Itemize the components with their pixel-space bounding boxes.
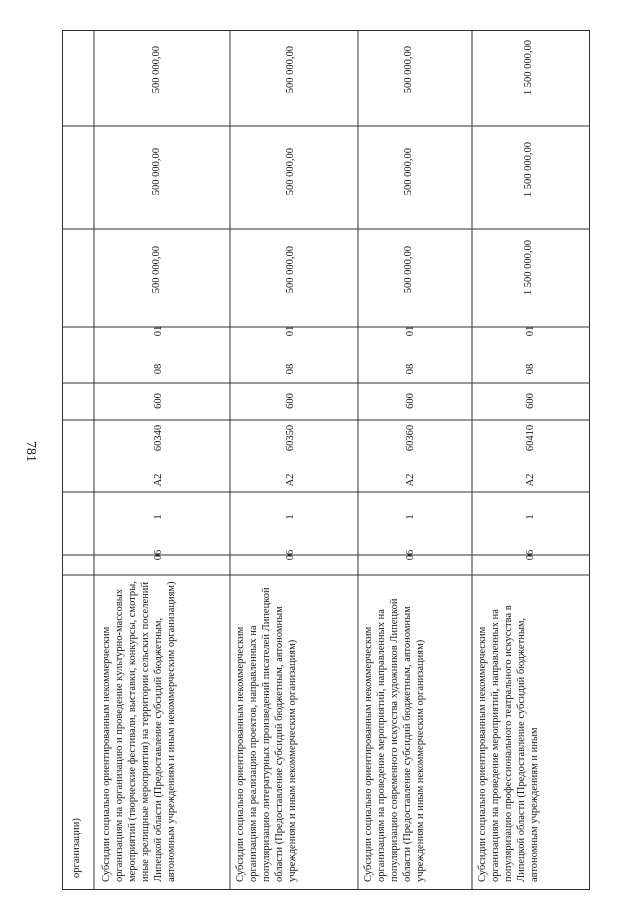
table-row-3-amount-3: 500 000,00 — [403, 46, 414, 94]
table-row-1-ministry: 06 — [153, 549, 164, 561]
table-row-1-section: 08 — [153, 363, 164, 375]
table-row-1-amount-1: 500 000,00 — [151, 246, 162, 294]
table-row-2-amount-1: 500 000,00 — [285, 246, 296, 294]
table-row-3-target-article: 60360 — [405, 424, 416, 452]
table-row-4-section: 08 — [525, 363, 536, 375]
table-row-2-target-article: 60350 — [285, 424, 296, 452]
table-row-4-amount-1: 1 500 000,00 — [523, 240, 534, 296]
table-row-1-target-article: 60340 — [153, 424, 164, 452]
budget-table — [62, 30, 590, 890]
table-row-1-subsection: 01 — [153, 325, 164, 337]
table-row-4-expense-type: 600 — [525, 393, 536, 409]
table-row-2-subprogram: A2 — [285, 473, 296, 487]
table-row-3-description: Субсидии социально ориентированным некоммерческим организациям на проведение мероприятий, направленных на популяризацию современного искусства художников Липецкой области (Предоставление субсидий бюджетным, автономным учреждениям и иным некоммерческим организациям) — [363, 598, 426, 882]
table-row-1-description: Субсидии социально ориентированным некоммерческим организациям на организацию и проведение культурно-массовых мероприятий (творческие фестивали, выставки, конкурсы, смотры, иные зрелищные мероприятия) на территории сельских поселений Липецкой области (Предоставление субсидий бюджетным, автономным учреждениям и иным некоммерческим организациям) — [101, 581, 177, 882]
table-row-1-expense-type: 600 — [153, 393, 164, 409]
table-row-3-ministry: 06 — [405, 549, 416, 561]
table-row-3-program: 1 — [405, 514, 416, 520]
table-row-3-subsection: 01 — [405, 325, 416, 337]
table-row-0-description: организации) — [71, 818, 82, 878]
table-row-4-amount-2: 1 500 000,00 — [523, 142, 534, 198]
table-row-3-amount-2: 500 000,00 — [403, 148, 414, 196]
table-row-3-section: 08 — [405, 363, 416, 375]
table-row-2-amount-3: 500 000,00 — [285, 46, 296, 94]
table-row-4-target-article: 60410 — [525, 424, 536, 452]
table-row-4-description: Субсидии социально ориентированным некоммерческим организациям на проведение мероприятий, направленных на популяризацию профессионального театрального искусства в Липецкой области (Предоставление субсидий бюджетным, автономным учреждениям и иным — [477, 605, 540, 882]
table-row-4-amount-3: 1 500 000,00 — [523, 40, 534, 96]
table-row-1-amount-3: 500 000,00 — [151, 46, 162, 94]
table-row-2-program: 1 — [285, 514, 296, 520]
table-row-3-expense-type: 600 — [405, 393, 416, 409]
table-row-2-section: 08 — [285, 363, 296, 375]
page-number: 781 — [23, 441, 38, 462]
table-row-2-amount-2: 500 000,00 — [285, 148, 296, 196]
table-row-4-subprogram: A2 — [525, 473, 536, 487]
table-row-1-program: 1 — [153, 514, 164, 520]
table-row-2-ministry: 06 — [285, 549, 296, 561]
table-row-3-amount-1: 500 000,00 — [403, 246, 414, 294]
table-row-1-amount-2: 500 000,00 — [151, 148, 162, 196]
table-row-1-subprogram: A2 — [153, 473, 164, 487]
table-row-2-subsection: 01 — [285, 325, 296, 337]
table-row-2-expense-type: 600 — [285, 393, 296, 409]
table-row-2-description: Субсидии социально ориентированным некоммерческим организациям на реализацию проектов, направленных на популяризацию литературных произведений писателей Липецкой области (Предоставление субсидий бюджетным, автономным учреждениям и иным некоммерческим организациям) — [235, 587, 298, 882]
table-row-3-subprogram: A2 — [405, 473, 416, 487]
table-row-4-program: 1 — [525, 514, 536, 520]
table-row-4-subsection: 01 — [525, 325, 536, 337]
table-row-4-ministry: 06 — [525, 549, 536, 561]
